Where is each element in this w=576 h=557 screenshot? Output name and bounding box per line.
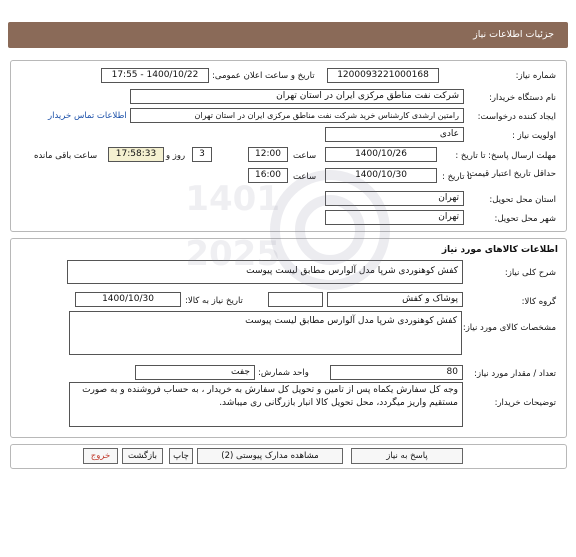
back-button[interactable]: بازگشت [122, 448, 163, 464]
need-date-label: تاریخ نیاز به کالا: [185, 296, 243, 306]
buyer-notes-label: توضیحات خریدار: [494, 398, 556, 408]
goods-group-field: پوشاک و کفش [327, 292, 463, 307]
page-title: جزئیات اطلاعات نیاز [473, 29, 554, 40]
page-header [8, 22, 568, 48]
need-number-label: شماره نیاز: [515, 71, 556, 81]
buyer-contact-link[interactable]: اطلاعات تماس خریدار [48, 111, 127, 121]
reply-time-label: ساعت [293, 151, 317, 161]
specs-field: کفش کوهنوردی شرپا مدل آلوارس مطابق لیست پیوست [69, 311, 462, 355]
need-number-field: 1200093221000168 [327, 68, 439, 83]
reply-date-field: 1400/10/26 [325, 147, 437, 162]
goods-section-title: اطلاعات کالاهای مورد نیاز [441, 245, 558, 255]
summary-label: شرح کلی نیاز: [504, 268, 556, 278]
reply-to-need-button[interactable]: پاسخ به نیاز [351, 448, 463, 464]
creator-field: رامتین ارشدی کارشناس خرید شرکت نفت مناطق مرکزی ایران در استان تهران [130, 108, 464, 123]
summary-field: کفش کوهنوردی شرپا مدل آلوارس مطابق لیست پیوست [67, 260, 463, 284]
need-date-field: 1400/10/30 [75, 292, 181, 307]
remaining-days-label: روز و [166, 151, 186, 161]
priority-field: عادی [325, 127, 464, 142]
province-field: تهران [325, 191, 464, 206]
quantity-label: تعداد / مقدار مورد نیاز: [474, 369, 556, 379]
buyer-org-label: نام دستگاه خریدار: [489, 93, 556, 103]
announce-date-label: تاریخ و ساعت اعلان عمومی: [212, 71, 315, 81]
remaining-time-field: 17:58:33 [108, 147, 164, 162]
reply-deadline-label: مهلت ارسال پاسخ: تا تاریخ : [455, 151, 556, 161]
price-until-date-label: تا تاریخ : [442, 172, 473, 182]
priority-label: اولویت نیاز : [511, 131, 556, 141]
specs-label: مشخصات کالای مورد نیاز: [462, 323, 556, 333]
price-time-label: ساعت [293, 172, 317, 182]
province-label: استان محل تحویل: [489, 195, 556, 205]
unit-label: واحد شمارش: [258, 368, 309, 378]
view-attachments-button[interactable]: مشاهده مدارک پیوستی (2) [197, 448, 343, 464]
announce-date-field: 1400/10/22 - 17:55 [101, 68, 209, 83]
goods-group-extra-field [268, 292, 323, 307]
buyer-org-field: شرکت نفت مناطق مرکزی ایران در استان تهران [130, 89, 464, 104]
unit-field: جفت [135, 365, 255, 380]
print-button[interactable]: چاپ [169, 448, 193, 464]
price-date-field: 1400/10/30 [325, 168, 437, 183]
city-field: تهران [325, 210, 464, 225]
exit-button[interactable]: خروج [83, 448, 118, 464]
quantity-field: 80 [330, 365, 463, 380]
reply-time-field: 12:00 [248, 147, 288, 162]
buyer-notes-field: وجه کل سفارش یکماه پس از تامین و تحویل کل سفارش به خریدار ، به حساب فروشنده و به صورت مستقیم واریز میگردد، محل تحویل کالا انبار بازرگانی ری میباشد. [69, 382, 463, 427]
price-time-field: 16:00 [248, 168, 288, 183]
remaining-days-field: 3 [192, 147, 212, 162]
city-label: شهر محل تحویل: [494, 214, 556, 224]
creator-label: ایجاد کننده درخواست: [477, 112, 556, 122]
remaining-time-label: ساعت باقی مانده [34, 151, 98, 161]
price-validity-label: حداقل تاریخ اعتبار قیمت: [466, 169, 556, 179]
goods-group-label: گروه کالا: [521, 297, 556, 307]
need-details-panel [10, 60, 567, 232]
